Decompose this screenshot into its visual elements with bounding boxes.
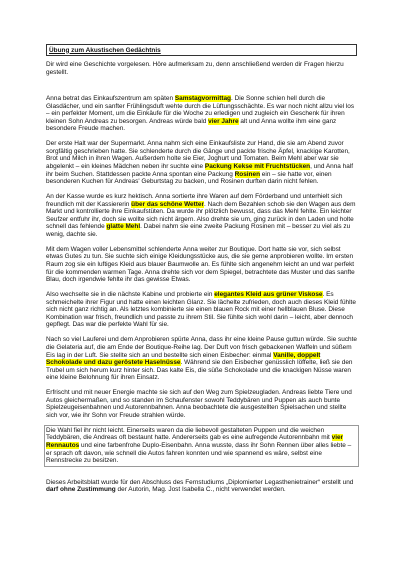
story-paragraph	[46, 427, 357, 465]
story-paragraph	[46, 140, 357, 185]
highlighted-key-phrase: Rosinen	[234, 170, 261, 178]
highlighted-key-phrase: Samstagvormittag	[174, 95, 231, 103]
paragraph-text: ein – sie hatte vor, einen besonderen Kuchen für Andreas' Geburtstag zu backen, und Rosinen durften darin nicht fehlen.	[46, 170, 332, 186]
paragraph-text: . Dabei nahm sie eine zweite Packung Rosinen mit – besser zu viel als zu wenig, dachte sie.	[46, 223, 351, 238]
paragraph-text: Also wechselte sie in die nächste Kabine und probierte ein	[46, 291, 215, 299]
story-paragraph	[46, 291, 357, 329]
highlighted-key-phrase: elegantes Kleid aus grüner Viskose	[214, 291, 323, 299]
footer-text: Dieses Arbeitsblatt wurde für den Abschluss des Fernstudiums „Diplomierter Legasthenietrainer“ erstellt und	[46, 478, 354, 486]
paragraph-text: alt und Anna wollte ihm eine ganz besondere Freude machen.	[46, 117, 337, 133]
footer-note	[46, 479, 357, 494]
story-paragraph	[46, 95, 357, 133]
highlighted-key-phrase: über das schöne Wetter	[131, 200, 205, 208]
title-box	[46, 44, 357, 56]
story-paragraph	[46, 193, 357, 238]
paragraph-text: Nach so viel Lauferei und dem Anprobieren spürte Anna, dass ihr eine kleine Pause guttun würde. Sie suchte die Gelateria auf, die am Ende der Boutique-Reihe lag. Der Duft von frisch gebackenen Waffeln und süßem Eis lag in der Luft. Sie stellte sich an und bestellte sich einen Eisbecher: einmal	[46, 336, 357, 359]
paragraph-text: und eine farbenfrohe Duplo-Eisenbahn. Anna wusste, dass ihr Sohn Rennen über alles liebte – er sprach oft davon, wie schnell die Autos fahren konnten und wie spannend es wäre, selbst eine Rennstrecke zu besitzen.	[46, 441, 352, 465]
highlighted-key-phrase: vier Rennautos	[46, 434, 344, 449]
paragraph-text: Der erste Halt war der Supermarkt. Anna nahm sich eine Einkaufsliste zur Hand, die sie am Abend zuvor sorgfältig geschrieben hatte. Sie schlenderte durch die Gänge und packte frische Äpfel, knackige Karotten, Brot und Milch in ihren Wagen. Außerdem holte sie Eier, Joghurt und Tomaten. Beim Mehl aber war sie abgelenkt – ein kleines Mädchen neben ihr suchte eine	[46, 140, 350, 171]
intro-text: Dir wird eine Geschichte vorgelesen. Höre aufmerksam zu, denn anschließend werden dir Fragen hierzu gestellt.	[46, 61, 344, 76]
story-paragraph	[46, 336, 357, 381]
highlighted-key-phrase: vier Jahre	[208, 117, 239, 125]
page-title: Übung zum Akustischen Gedächtnis	[49, 46, 161, 54]
paragraph-text: . Während sie den Eisbecher genüsslich löffelte, ließ sie den Trubel um sich herum kurz hinter sich. Das kalte Eis, die süße Schokolade und die knackigen Nüsse waren eine kleine Belohnung für ihren Einsatz.	[46, 359, 353, 382]
story-paragraph	[46, 246, 357, 284]
highlighted-key-phrase: glatte Mehl	[106, 223, 141, 231]
story-text	[46, 95, 357, 464]
footer-bold-text: darf ohne Zustimmung	[46, 486, 116, 494]
paragraph-text: , und Anna half ihr beim Suchen. Stattdessen packte Anna spontan eine Packung	[46, 163, 354, 178]
paragraph-text: Die Wahl fiel ihr nicht leicht. Einerseits waren da die liebevoll gestalteten Puppen und die weichen Teddybären, die Andreas oft bestaunt hatte. Andererseits gab es eine aufregende Autorennbahn mit	[46, 426, 332, 442]
paragraph-text: . Nach dem Bezahlen schob sie den Wagen aus dem Markt und kontrollierte ihre Einkaufstüten. Da wurde ihr plötzlich bewusst, dass das Mehl fehlte. Ein leichter Seufzer entfuhr ihr, doch sie wollte sich nicht ärgern. Also drehte sie um, ging zurück in den Laden und holte schnell das fehlende	[46, 200, 356, 231]
highlighted-key-phrase: Vanille, doppelt Schokolade und dazu geröstete Haselnüsse	[46, 351, 321, 367]
footer-text: der Autorin, Mag. Jost Isabella C., nicht verwendet werden.	[115, 486, 286, 494]
paragraph-text: An der Kasse wurde es kurz hektisch. Anna sortierte ihre Waren auf dem Förderband und unterhielt sich freundlich mit der Kassiererin	[46, 193, 343, 208]
paragraph-text: Mit dem Wagen voller Lebensmittel schlenderte Anna weiter zur Boutique. Dort hatte sie vor, sich selbst etwas Gutes zu tun. Sie suchte sich einige Kleidungsstücke aus, die sie gerne anprobieren wollte. Im ersten Raum zog sie ein luftiges Kleid aus blauer Baumwolle an. Es fühlte sich angenehm leicht an und war perfekt für die kommenden warmen Tage. Anna drehte sich vor dem Spiegel, betrachtete das Muster und das sanfte Blau, doch irgendwie fehlte ihr das gewisse Etwas.	[46, 245, 355, 284]
paragraph-text: . Es schmeichelte ihrer Figur und hatte einen leichten Glanz. Sie lächelte zufrieden, doch auch dieses Kleid fühlte sich nicht ganz richtig an. Als letztes kombinierte sie einen blauen Rock mit einer hellblauen Bluse. Diese Kombination war frisch, freundlich und passte zu ihrem Stil. Sie fühlte sich wohl darin – leicht, aber dennoch gepflegt. Das war die perfekte Wahl für sie.	[46, 291, 356, 329]
story-paragraph	[46, 389, 357, 419]
paragraph-text: Anna betrat das Einkaufszentrum am späten	[46, 95, 175, 103]
highlighted-key-phrase: Packung Kekse mit Fruchtstücken	[204, 163, 311, 171]
document-content	[46, 44, 357, 494]
paragraph-text: . Die Sonne schien hell durch die Glasdächer, und ein sanfter Frühlingsduft wehte durch die Lüftungsschächte. Es war noch nicht allzu viel los – ein perfekter Moment, um die Einkäufe für die Woche zu erledigen und zugleich ein Geschenk für ihren kleinen Sohn Andreas zu besorgen. Andreas würde bald	[46, 95, 355, 125]
paragraph-text: Erfrischt und mit neuer Energie machte sie sich auf den Weg zum Spielzeugladen. Andreas liebte Tiere und Autos gleichermaßen, und so standen im Schaufenster sowohl Teddybären und Puppen als auch bunte Spielzeugeisenbahnen und Autorennbahnen. Anna beobachtete die ausgestellten Spielsachen und stellte sich vor, wie ihr Sohn vor Freude strahlen würde.	[46, 389, 352, 419]
